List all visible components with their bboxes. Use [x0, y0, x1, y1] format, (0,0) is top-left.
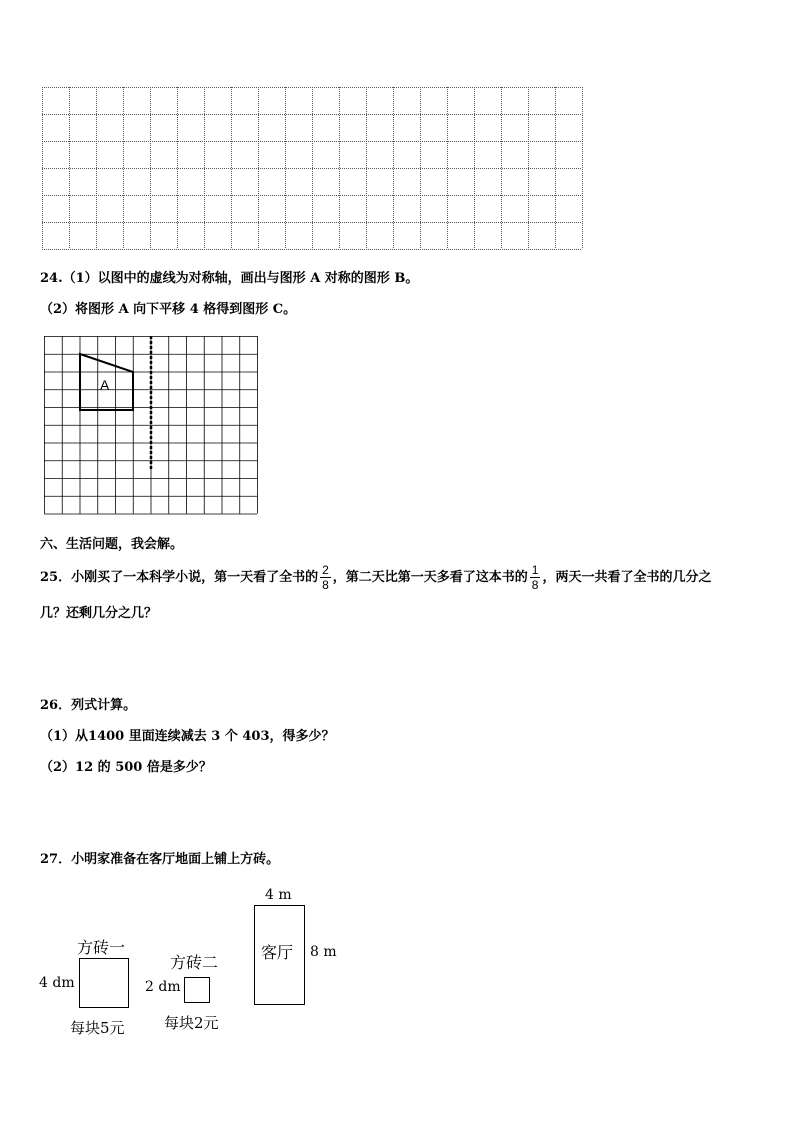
tile1-price: 每块5元 [70, 1019, 125, 1037]
fraction-1-8 [530, 563, 541, 592]
room-length: 8 m [310, 944, 337, 960]
tile1-name: 方砖一 [77, 938, 126, 957]
tile1-side: 4 dm [39, 975, 75, 991]
shape-a-label: A [100, 377, 110, 393]
question-26-title: 26．列式计算。 [40, 698, 137, 713]
answer-grid [42, 87, 583, 250]
question-25-line2: 几？还剩几分之几？ [40, 606, 158, 621]
tile1-square [79, 958, 129, 1008]
tile2-price: 每块2元 [164, 1014, 219, 1032]
fraction-2-8 [320, 563, 331, 592]
room-name: 客厅 [261, 943, 294, 962]
q25-text-part2: ，第二天比第一天多看了这本书的 [332, 570, 528, 585]
question-27-title: 27．小明家准备在客厅地面上铺上方砖。 [40, 852, 280, 867]
section-6-title: 六、生活问题，我会解。 [40, 537, 184, 552]
fraction-numerator: 1 [531, 563, 539, 577]
room-width: 4 m [265, 887, 292, 903]
tile2-square [184, 977, 210, 1003]
fraction-numerator: 2 [322, 563, 329, 577]
question-24-part2: （2）将图形 A 向下平移 4 格得到图形 C。 [40, 302, 297, 317]
tile2-side: 2 dm [145, 979, 181, 995]
tile2-name: 方砖二 [170, 953, 219, 972]
fraction-denominator: 8 [531, 578, 539, 592]
q24-grid-figure [44, 336, 257, 524]
question-26-sub2: （2）12 的 500 倍是多少？ [40, 760, 212, 775]
question-24-part1: 24.（1）以图中的虚线为对称轴，画出与图形 A 对称的图形 B。 [40, 271, 419, 286]
q25-text-part1: 25．小刚买了一本科学小说，第一天看了全书的 [40, 570, 319, 585]
question-25-line1 [40, 563, 712, 593]
question-26-sub1: （1）从1400 里面连续减去 3 个 403，得多少？ [40, 729, 335, 744]
fraction-denominator: 8 [322, 578, 329, 592]
q25-text-part3: ，两天一共看了全书的几分之 [542, 570, 712, 585]
